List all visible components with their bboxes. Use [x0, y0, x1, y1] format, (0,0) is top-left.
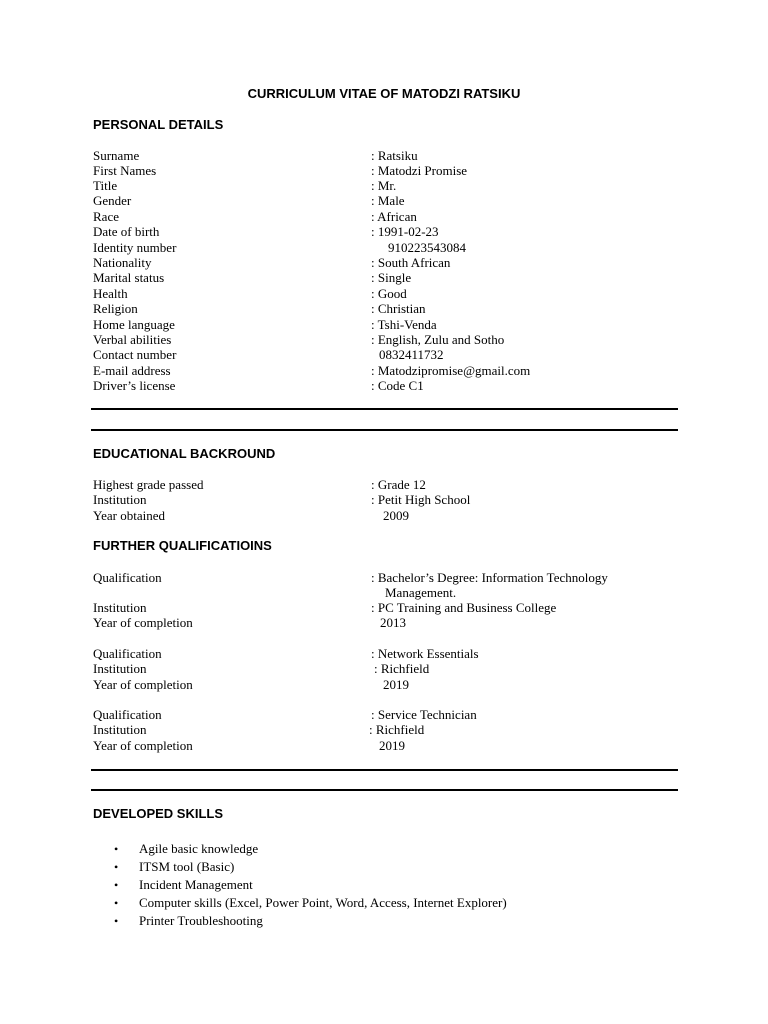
row-label: Health: [93, 286, 128, 301]
row-value: 2013: [380, 615, 406, 630]
row-label: Highest grade passed: [93, 477, 204, 492]
personal-row-identity-number: [93, 240, 693, 255]
further-qualifications-heading: FURTHER QUALIFICATIOINS: [93, 538, 272, 553]
q1-qualification-row: [93, 570, 693, 585]
row-value: : Matodzipromise@gmail.com: [371, 363, 531, 378]
row-label: E-mail address: [93, 363, 171, 378]
row-label: Year of completion: [93, 677, 193, 692]
personal-row-gender: [93, 193, 693, 208]
document-title: CURRICULUM VITAE OF MATODZI RATSIKU: [247, 86, 521, 101]
row-value: 0832411732: [379, 347, 444, 362]
personal-row-contact-number: [93, 347, 693, 362]
row-value: : African: [371, 209, 417, 224]
personal-row-date-of-birth: [93, 224, 693, 239]
row-value: : Mr.: [371, 178, 397, 193]
row-value: : Tshi-Venda: [371, 317, 437, 332]
row-label: Institution: [93, 722, 147, 737]
row-value: : Network Essentials: [371, 646, 479, 661]
personal-row-first-names: [93, 163, 693, 178]
section-divider: [91, 769, 678, 771]
bullet-icon: •: [114, 860, 119, 874]
bullet-icon: •: [114, 914, 119, 928]
row-value: 910223543084: [388, 240, 466, 255]
row-label: Institution: [93, 600, 147, 615]
bullet-icon: •: [114, 896, 119, 910]
row-label: Year of completion: [93, 738, 193, 753]
row-value: : Single: [371, 270, 412, 285]
row-value: : Male: [371, 193, 405, 208]
q1-qualification-continuation: Management.: [385, 585, 457, 600]
row-label: Title: [93, 178, 118, 193]
skill-text: ITSM tool (Basic): [139, 859, 235, 874]
row-label: Qualification: [93, 646, 162, 661]
row-value: : Matodzi Promise: [371, 163, 468, 178]
row-label: Verbal abilities: [93, 332, 172, 347]
section-divider: [91, 789, 678, 791]
row-label: Driver’s license: [93, 378, 176, 393]
row-label: Date of birth: [93, 224, 160, 239]
row-value: : PC Training and Business College: [371, 600, 557, 615]
education-row-institution: [93, 492, 693, 507]
row-value: : Christian: [371, 301, 426, 316]
q3-qualification-row: [93, 707, 693, 722]
q3-institution-row: [93, 722, 693, 737]
row-label: Surname: [93, 148, 140, 163]
row-value: : Good: [371, 286, 407, 301]
row-value: : Code C1: [371, 378, 424, 393]
personal-row-surname: [93, 148, 693, 163]
row-value: 2019: [383, 677, 409, 692]
row-value: : Grade 12: [371, 477, 426, 492]
row-value: 2009: [383, 508, 409, 523]
row-value: : Service Technician: [371, 707, 477, 722]
skill-text: Agile basic knowledge: [139, 841, 259, 856]
row-label: Qualification: [93, 707, 162, 722]
skill-text: Printer Troubleshooting: [139, 913, 263, 928]
q2-qualification-row: [93, 646, 693, 661]
personal-row-health: [93, 286, 693, 301]
developed-skills-heading: DEVELOPED SKILLS: [93, 806, 224, 821]
section-divider: [91, 408, 678, 410]
row-label: Year of completion: [93, 615, 193, 630]
row-label: Year obtained: [93, 508, 165, 523]
q2-institution-row: [93, 661, 693, 676]
personal-row-email-address: [93, 363, 693, 378]
education-row-year-obtained: [93, 508, 693, 523]
row-label: Qualification: [93, 570, 162, 585]
row-label: Nationality: [93, 255, 152, 270]
row-value: : Bachelor’s Degree: Information Technology: [371, 570, 608, 585]
row-label: Institution: [93, 661, 147, 676]
q3-year-row: [93, 738, 693, 753]
skill-text: Incident Management: [139, 877, 253, 892]
row-label: Religion: [93, 301, 138, 316]
row-value: 2019: [379, 738, 405, 753]
personal-row-drivers-license: [93, 378, 693, 393]
personal-row-nationality: [93, 255, 693, 270]
section-divider: [91, 429, 678, 431]
row-label: Home language: [93, 317, 175, 332]
personal-row-verbal-abilities: [93, 332, 693, 347]
personal-row-marital-status: [93, 270, 693, 285]
row-value: : Petit High School: [371, 492, 471, 507]
row-label: First Names: [93, 163, 157, 178]
bullet-icon: •: [114, 842, 119, 856]
row-value: : Richfield: [369, 722, 425, 737]
row-label: Gender: [93, 193, 132, 208]
row-label: Contact number: [93, 347, 177, 362]
row-value: : South African: [371, 255, 451, 270]
skill-text: Computer skills (Excel, Power Point, Word, Access, Internet Explorer): [139, 895, 507, 910]
personal-row-title: [93, 178, 693, 193]
row-label: Institution: [93, 492, 147, 507]
personal-row-race: [93, 209, 693, 224]
row-value: : English, Zulu and Sotho: [371, 332, 505, 347]
education-row-highest-grade: [93, 477, 693, 492]
q1-institution-row: [93, 600, 693, 615]
personal-details-heading: PERSONAL DETAILS: [93, 117, 224, 132]
row-value: : Ratsiku: [371, 148, 418, 163]
row-label: Marital status: [93, 270, 165, 285]
personal-row-home-language: [93, 317, 693, 332]
q1-year-row: [93, 615, 693, 630]
row-label: Identity number: [93, 240, 177, 255]
education-heading: EDUCATIONAL BACKROUND: [93, 446, 276, 461]
q2-year-row: [93, 677, 693, 692]
bullet-icon: •: [114, 878, 119, 892]
row-value: : Richfield: [374, 661, 430, 676]
row-value: : 1991-02-23: [371, 224, 439, 239]
row-label: Race: [93, 209, 119, 224]
personal-row-religion: [93, 301, 693, 316]
